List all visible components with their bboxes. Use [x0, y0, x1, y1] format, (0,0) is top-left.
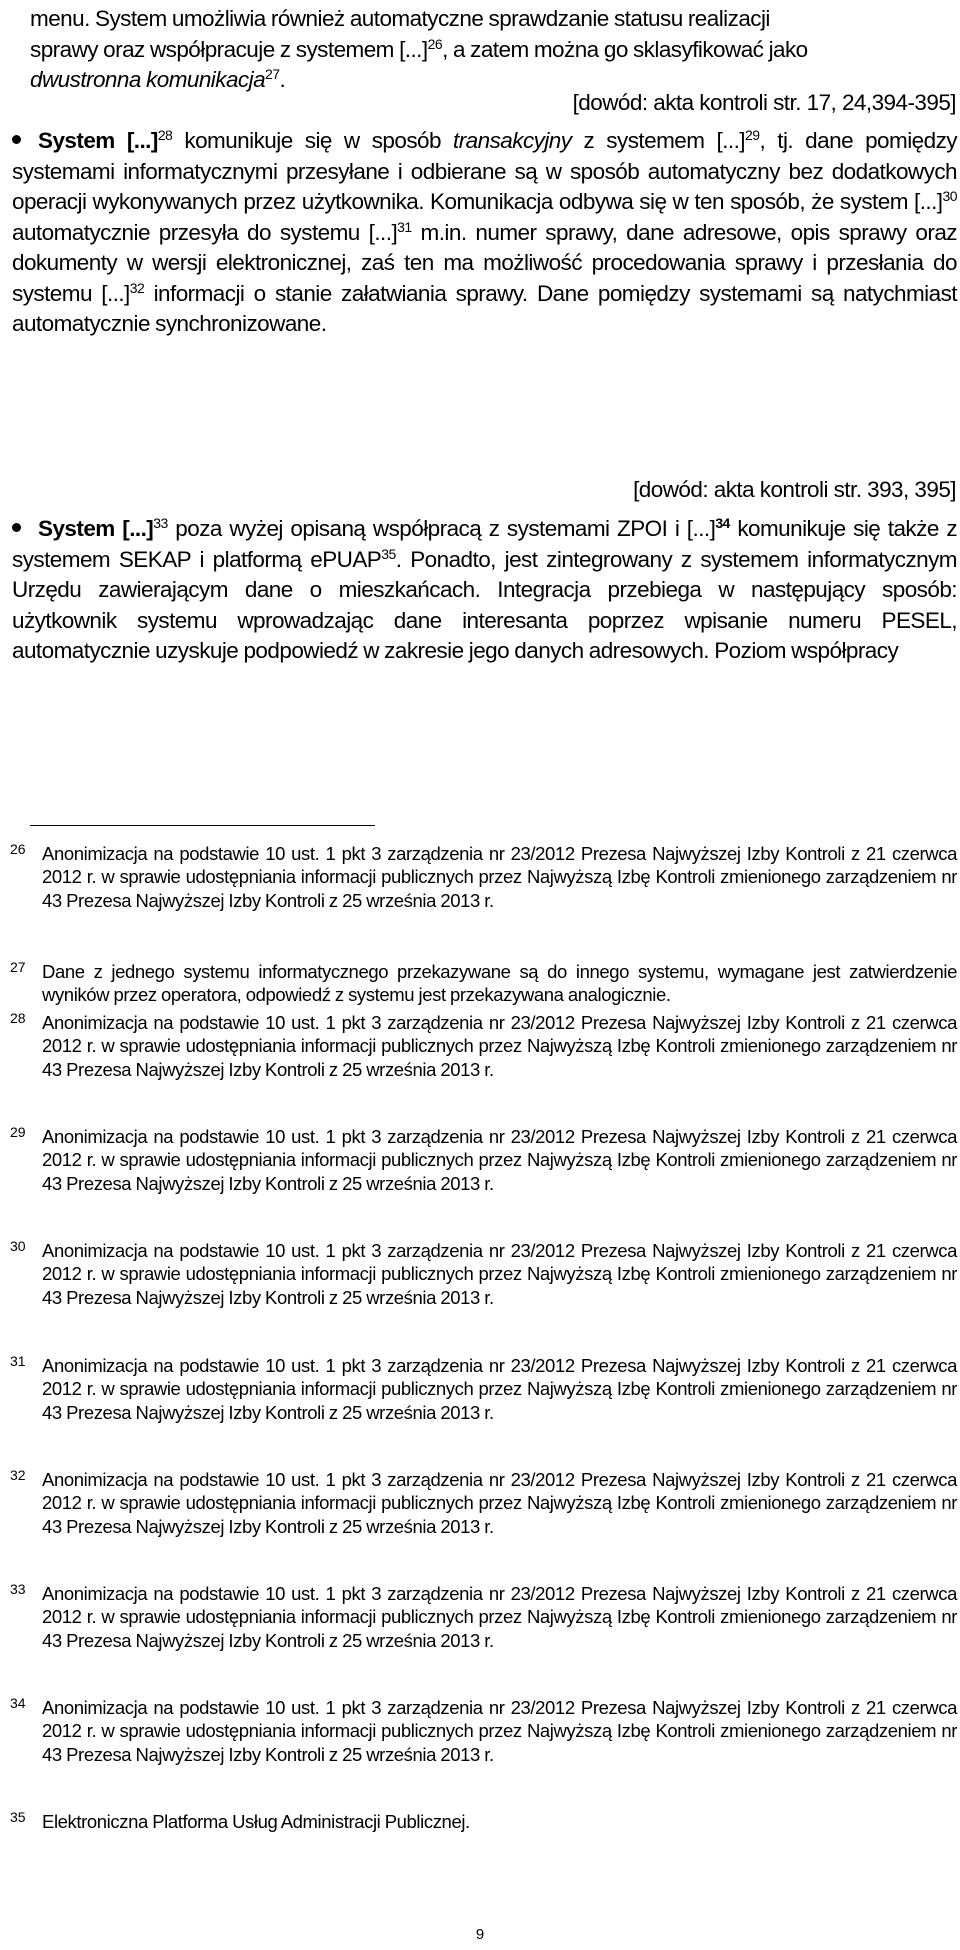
- footnote-ref-28[interactable]: 28: [157, 127, 173, 143]
- bullet-text: informacji o stanie załatwiania sprawy. Dane pomiędzy systemami są natychmiast automatycznie synchronizowane.: [12, 280, 957, 336]
- footnote-text: Anonimizacja na podstawie 10 ust. 1 pkt 3 zarządzenia nr 23/2012 Prezesa Najwyższej Izby Kontroli z 21 czerwca 2012 r. w sprawie udostępniania informacji publicznych przez Najwyższą Izbę Kontroli zmienionego zarządzeniem nr 43 Prezesa Najwyższej Izby Kontroli z 25 września 2013 r.: [42, 1240, 957, 1308]
- paragraph-line: , a zatem można go sklasyfikować jako: [442, 36, 808, 62]
- footnote-number: 31: [10, 1353, 26, 1369]
- paragraph-line: sprawy oraz współpracuje z systemem [...]: [30, 36, 428, 62]
- bullet-text: poza wyżej opisaną współpracą z systemami ZPOI i [...]: [167, 516, 716, 541]
- bullet-text: automatycznie przesyła do systemu [...]: [12, 219, 398, 245]
- footnote-number: 33: [10, 1581, 26, 1597]
- footnote-ref-26[interactable]: 26: [427, 35, 443, 52]
- page-number: 9: [475, 1926, 485, 1943]
- footnote-text: Elektroniczna Platforma Usług Administracji Publicznej.: [42, 1811, 470, 1832]
- footnote-ref-35[interactable]: 35: [381, 545, 396, 562]
- bullet-text: . Ponadto, jest zintegrowany z systemem informatycznym Urzędu zawierającym dane o mieszkańcach. Integracja przebiega w następujący sposób: użytkownik systemu wprowadzając dane interesanta poprzez wpisanie numeru PESEL, automatycznie uzyskuje podpowiedź w zakresie jego danych adresowych. Poziom współpracy: [12, 546, 957, 663]
- bullet-dot-icon: [12, 523, 21, 532]
- footnote-text: Anonimizacja na podstawie 10 ust. 1 pkt 3 zarządzenia nr 23/2012 Prezesa Najwyższej Izby Kontroli z 21 czerwca 2012 r. w sprawie udostępniania informacji publicznych przez Najwyższą Izbę Kontroli zmienionego zarządzeniem nr 43 Prezesa Najwyższej Izby Kontroli z 25 września 2013 r.: [42, 1126, 957, 1194]
- footnote-text: Dane z jednego systemu informatycznego przekazywane są do innego systemu, wymagane jest zatwierdzenie wyników przez operatora, odpowiedź z systemu jest przekazywana analogicznie.: [42, 961, 957, 1006]
- bullet-text-italic: transakcyjny: [453, 128, 572, 153]
- bullet-text: z systemem [...]: [571, 128, 745, 153]
- footnote-ref-29[interactable]: 29: [745, 127, 760, 143]
- footnote-ref-31[interactable]: 31: [397, 218, 412, 235]
- footnote-text: Anonimizacja na podstawie 10 ust. 1 pkt 3 zarządzenia nr 23/2012 Prezesa Najwyższej Izby Kontroli z 21 czerwca 2012 r. w sprawie udostępniania informacji publicznych przez Najwyższą Izbę Kontroli zmienionego zarządzeniem nr 43 Prezesa Najwyższej Izby Kontroli z 25 września 2013 r.: [42, 1469, 957, 1537]
- paragraph-line: menu. System umożliwia również automatyczne sprawdzanie statusu realizacji: [30, 6, 770, 31]
- footnote-separator: [30, 825, 375, 826]
- bullet-text: komunikuje się także z systemem SEKAP i platformą ePUAP: [12, 516, 958, 572]
- footnote-ref-33[interactable]: 33: [153, 515, 168, 531]
- footnote-ref-27[interactable]: 27: [265, 66, 280, 82]
- evidence-reference: [dowód: akta kontroli str. 17, 24,394-395]: [572, 90, 956, 115]
- system-name: System [...]: [38, 128, 158, 153]
- footnote-text: Anonimizacja na podstawie 10 ust. 1 pkt 3 zarządzenia nr 23/2012 Prezesa Najwyższej Izby Kontroli z 21 czerwca 2012 r. w sprawie udostępniania informacji publicznych przez Najwyższą Izbę Kontroli zmienionego zarządzeniem nr 43 Prezesa Najwyższej Izby Kontroli z 25 września 2013 r.: [42, 1697, 957, 1765]
- footnote-number: 27: [10, 959, 26, 975]
- bullet-text: m.in. numer sprawy, dane adresowe, opis sprawy oraz dokumenty w wersji elektronicznej, zaś ten ma możliwość procedowania sprawy i przesłania do systemu [...]: [12, 219, 957, 306]
- bullet-item-2: [12, 514, 957, 667]
- system-name: System [...]: [38, 516, 154, 541]
- footnote-number: 34: [10, 1695, 26, 1711]
- bullet-item-1: [12, 126, 957, 340]
- footnote-text: Anonimizacja na podstawie 10 ust. 1 pkt 3 zarządzenia nr 23/2012 Prezesa Najwyższej Izby Kontroli z 21 czerwca 2012 r. w sprawie udostępniania informacji publicznych przez Najwyższą Izbę Kontroli zmienionego zarządzeniem nr 43 Prezesa Najwyższej Izby Kontroli z 25 września 2013 r.: [42, 1012, 957, 1080]
- footnote-number: 26: [10, 841, 26, 857]
- footnote-text: Anonimizacja na podstawie 10 ust. 1 pkt 3 zarządzenia nr 23/2012 Prezesa Najwyższej Izby Kontroli z 21 czerwca 2012 r. w sprawie udostępniania informacji publicznych przez Najwyższą Izbę Kontroli zmienionego zarządzeniem nr 43 Prezesa Najwyższej Izby Kontroli z 25 września 2013 r.: [42, 843, 957, 911]
- footnote-ref-30[interactable]: 30: [942, 188, 957, 204]
- footnote-number: 29: [10, 1124, 26, 1140]
- footnote-ref-32[interactable]: 32: [129, 279, 145, 296]
- footnote-number: 28: [10, 1010, 26, 1026]
- footnote-number: 30: [10, 1238, 26, 1254]
- footnote-number: 32: [10, 1467, 26, 1483]
- paragraph-punct: .: [279, 67, 286, 92]
- footnote-text: Anonimizacja na podstawie 10 ust. 1 pkt 3 zarządzenia nr 23/2012 Prezesa Najwyższej Izby Kontroli z 21 czerwca 2012 r. w sprawie udostępniania informacji publicznych przez Najwyższą Izbę Kontroli zmienionego zarządzeniem nr 43 Prezesa Najwyższej Izby Kontroli z 25 września 2013 r.: [42, 1583, 957, 1651]
- evidence-reference: [dowód: akta kontroli str. 393, 395]: [633, 477, 956, 502]
- footnote-number: 35: [10, 1809, 26, 1825]
- paragraph-continuation: [30, 4, 956, 96]
- footnote-ref-34[interactable]: 34: [715, 515, 730, 531]
- paragraph-line: dwustronna komunikacja: [30, 67, 266, 92]
- bullet-dot-icon: [12, 135, 21, 144]
- bullet-text: , tj. dane pomiędzy systemami informatycznymi przesyłane i odbierane są w sposób automatyczny bez dodatkowych operacji wykonywanych przez użytkownika. Komunikacja odbywa się w ten sposób, że system [...]: [12, 128, 957, 214]
- footnote-text: Anonimizacja na podstawie 10 ust. 1 pkt 3 zarządzenia nr 23/2012 Prezesa Najwyższej Izby Kontroli z 21 czerwca 2012 r. w sprawie udostępniania informacji publicznych przez Najwyższą Izbę Kontroli zmienionego zarządzeniem nr 43 Prezesa Najwyższej Izby Kontroli z 25 września 2013 r.: [42, 1355, 957, 1423]
- bullet-text: komunikuje się w sposób: [172, 128, 454, 153]
